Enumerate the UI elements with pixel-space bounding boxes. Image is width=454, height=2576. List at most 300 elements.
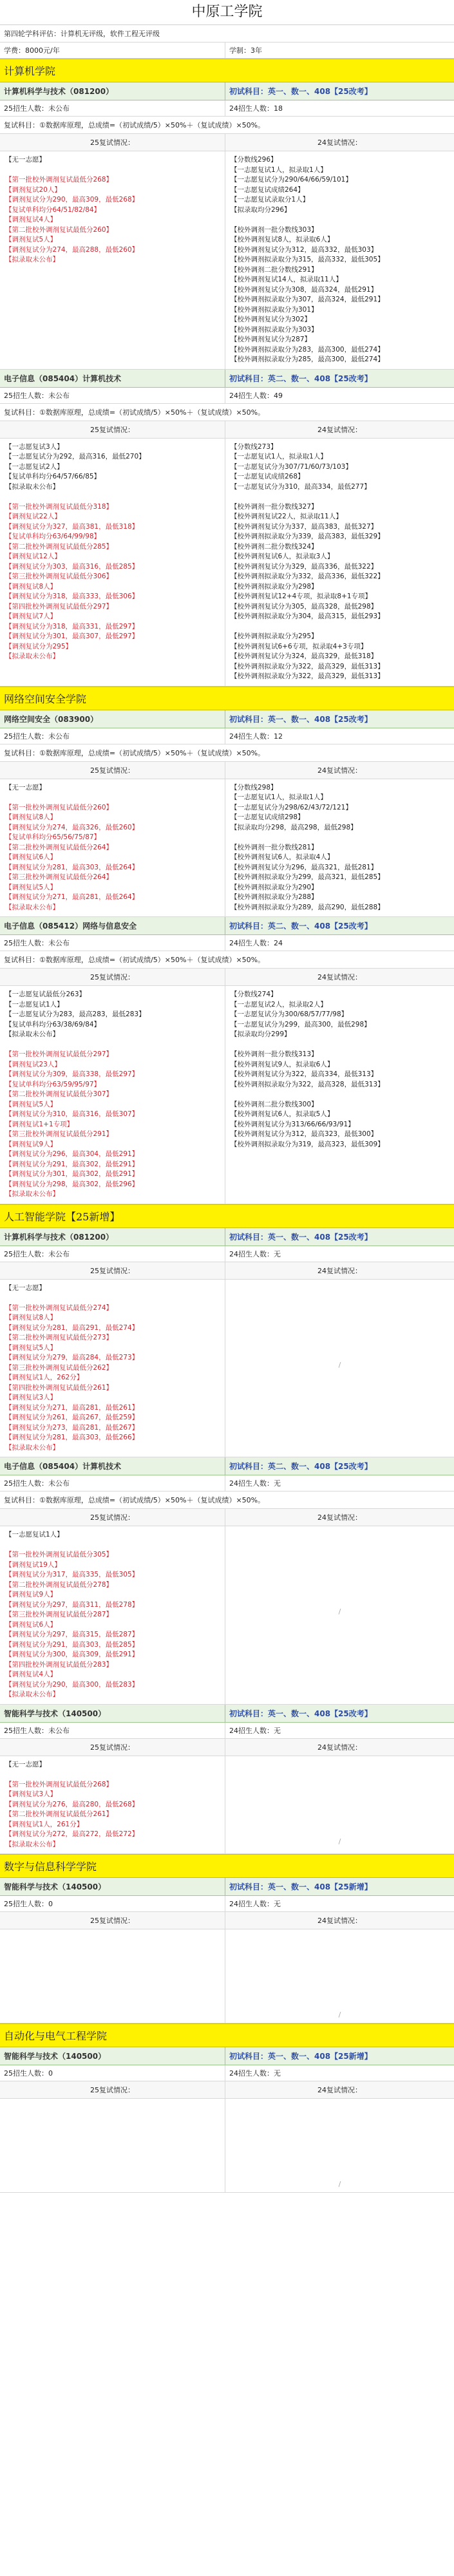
detail-line: 【调剂复试5人】	[5, 883, 57, 891]
major-name: 电子信息（085404）计算机技术	[0, 370, 225, 387]
retest-header-25: 25复试情况：	[0, 969, 225, 985]
major-subjects: 初试科目：英一、数一、408【25改考】	[229, 1709, 372, 1718]
plan-25: 25招生人数：未公布	[0, 1246, 225, 1262]
detail-line: 【第二批校外调剂复试最低分261】	[5, 1810, 113, 1818]
detail-line: 【复试单科均分63/59/95/97】	[5, 1080, 101, 1088]
detail-line: 【校外调剂拟录取分为283，最高300，最低274】	[231, 345, 384, 354]
retest-header	[0, 1509, 454, 1526]
major-subjects: 初试科目：英二、数一、408【25改考】	[229, 374, 372, 383]
detail-line: 【校外调剂二批分数线324】	[231, 542, 318, 551]
retest-header-24: 24复试情况：	[317, 138, 362, 147]
retest-header-25: 25复试情况：	[0, 2081, 225, 2098]
detail-line: 【调剂复试分为300，最高309，最低291】	[5, 1651, 139, 1658]
retest-header-25: 25复试情况：	[0, 1912, 225, 1929]
retest-details	[0, 1756, 454, 1855]
plan-25: 25招生人数：未公布	[0, 388, 225, 403]
detail-line: 【调剂复试分为281，最高303，最低264】	[5, 863, 139, 871]
major-name: 电子信息（085412）网络与信息安全	[0, 917, 225, 934]
empty-marker: /	[338, 1837, 341, 1846]
plan-25: 25招生人数：未公布	[0, 1723, 225, 1738]
school-heading: 人工智能学院【25新增】	[0, 1204, 454, 1228]
retest-25-list	[0, 151, 225, 369]
school-heading: 自动化与电气工程学院	[0, 2023, 454, 2047]
detail-line: 【校外调剂拟录取分为322，最高328，最低313】	[231, 1080, 384, 1088]
detail-line	[5, 793, 220, 803]
detail-line: 【校外调剂复试分为312，最高323，最低300】	[231, 1130, 378, 1138]
detail-line: 【调剂复试6人】	[5, 1620, 57, 1629]
detail-line	[231, 215, 449, 225]
major-header	[0, 2047, 454, 2065]
detail-line: 【第二批校外调剂复试最低分273】	[5, 1334, 113, 1341]
plan-24: 24招生人数：49	[229, 391, 283, 400]
detail-line: 【调剂复试分为318，最高333，最低306】	[5, 592, 139, 600]
detail-line: 【调剂复试6人】	[5, 853, 57, 861]
retest-details	[0, 986, 454, 1204]
detail-line: 【第二批校外调剂复试最低分278】	[5, 1580, 113, 1589]
detail-line: 【校外调剂拟录取分为339，最高383，最低329】	[231, 533, 384, 540]
empty-marker: /	[338, 1360, 341, 1369]
detail-line: 【调剂复试分为327，最高381，最低318】	[5, 522, 139, 531]
detail-line: 【第一批校外调剂复试最低分305】	[5, 1551, 113, 1558]
detail-line: 【校外调剂拟录取分为299，最高321，最低285】	[231, 873, 384, 881]
detail-line: 【调剂复试分为303，最高316，最低285】	[5, 562, 139, 571]
detail-line: 【分数线298】	[231, 783, 278, 791]
detail-line: 【无一志愿】	[5, 1283, 46, 1292]
retest-24-list	[225, 2099, 454, 2192]
detail-line: 【调剂复试分为281，最高291，最低274】	[5, 1323, 139, 1332]
retest-header-25: 25复试情况：	[0, 1262, 225, 1279]
detail-line: 【调剂复试4人】	[5, 216, 57, 223]
plan-25: 25招生人数：0	[0, 2065, 225, 2081]
school-heading: 计算机学院	[0, 59, 454, 82]
detail-line: 【分数线274】	[231, 990, 278, 998]
detail-line: 【校外调剂拟录取分为307，最高324，最低291】	[231, 296, 384, 303]
schools-container	[0, 59, 454, 2193]
retest-header-25: 25复试情况：	[0, 421, 225, 438]
detail-line	[5, 1540, 220, 1551]
plan-24: 24招生人数：无	[229, 1249, 281, 1258]
detail-line: 【调剂复试分为318，最高331，最低297】	[5, 622, 139, 630]
major-subjects: 初试科目：英二、数一、408【25改考】	[229, 1462, 372, 1471]
detail-line: 【调剂复试3人】	[5, 1394, 57, 1401]
retest-header	[0, 134, 454, 151]
retest-header-24: 24复试情况：	[317, 1743, 362, 1752]
detail-line: 【无一志愿】	[5, 783, 46, 791]
plan-24: 24招生人数：无	[229, 1726, 281, 1735]
retest-24-list	[225, 986, 454, 1204]
major-header	[0, 370, 454, 388]
plan-row	[0, 728, 454, 744]
detail-line: 【复试单科均分63/38/69/84】	[5, 1020, 101, 1028]
major-header	[0, 917, 454, 935]
plan-24: 24招生人数：12	[229, 732, 283, 741]
retest-header	[0, 1912, 454, 1929]
major-name: 智能科学与技术（140500）	[0, 2047, 225, 2065]
retest-header-24: 24复试情况：	[317, 973, 362, 981]
detail-line: 【校外调剂拟录取分为285，最高300，最低274】	[231, 355, 384, 363]
detail-line: 【拟录取未公布】	[5, 256, 59, 263]
retest-24-list	[225, 1280, 454, 1457]
retest-24-list	[225, 779, 454, 917]
retest-24-list	[225, 151, 454, 369]
detail-line: 【校外调剂拟录取分为322，最高329，最低313】	[231, 662, 384, 670]
detail-line: 【一志愿复试2人，拟录取2人】	[231, 1000, 327, 1009]
detail-line: 【拟录取均分299】	[231, 1030, 291, 1038]
detail-line: 【校外调剂复试分为313/66/66/93/91】	[231, 1120, 355, 1128]
detail-line: 【第一批校外调剂复试最低分318】	[5, 502, 113, 511]
retest-details	[0, 1526, 454, 1705]
detail-line: 【校外调剂拟录取分为322，最高329，最低313】	[231, 672, 384, 680]
retest-header-24: 24复试情况：	[317, 1266, 362, 1275]
detail-line: 【调剂复试8人】	[5, 1314, 57, 1321]
retest-header-24: 24复试情况：	[317, 766, 362, 775]
plan-24: 24招生人数：无	[229, 1479, 281, 1488]
detail-line: 【调剂复试分为301，最高302，最低291】	[5, 1170, 139, 1178]
retest-formula: 复试科目：①数据库原理，总成绩=（初试成绩/5）×50%＋（复试成绩）×50%。	[0, 117, 454, 134]
empty-space	[5, 2103, 220, 2112]
detail-line: 【第二批校外调剂复试最低分307】	[5, 1090, 113, 1098]
detail-line: 【校外调剂一批分数线303】	[231, 225, 318, 234]
detail-line: 【调剂复试分为291，最高302，最低291】	[5, 1160, 139, 1168]
detail-line: 【一志愿复试1人】	[5, 1531, 64, 1539]
detail-line: 【校外调剂复试分为324，最高329，最低318】	[231, 652, 378, 660]
detail-line: 【调剂复试分为272，最高272，最低272】	[5, 1830, 139, 1838]
detail-line: 【拟录取未公布】	[5, 1030, 59, 1038]
detail-line: 【一志愿复试1人，拟录取1人】	[231, 453, 327, 460]
detail-line: 【一志愿复试分为298/62/43/72/121】	[231, 803, 352, 811]
detail-line: 【校外调剂拟录取分为298】	[231, 582, 318, 591]
retest-formula: 复试科目：①数据库原理，总成绩=（初试成绩/5）×50%＋（复试成绩）×50%。	[0, 1492, 454, 1509]
retest-25-list	[0, 1280, 225, 1457]
detail-line: 【调剂复试分为296，最高304，最低291】	[5, 1150, 139, 1158]
major-header	[0, 1878, 454, 1896]
major-subjects: 初试科目：英一、数一、408【25新增】	[229, 1882, 372, 1891]
retest-header	[0, 1739, 454, 1756]
major-subjects: 初试科目：英二、数一、408【25改考】	[229, 922, 372, 931]
detail-line: 【调剂复试分为279，最高284，最低273】	[5, 1354, 139, 1361]
detail-line: 【调剂复试22人】	[5, 513, 61, 520]
retest-24-list	[225, 1756, 454, 1854]
detail-line: 【一志愿复试2人】	[5, 462, 64, 471]
detail-line: 【校外调剂复试6人，拟录取3人】	[231, 553, 334, 560]
retest-header-24: 24复试情况：	[317, 425, 362, 434]
detail-line: 【调剂复试1人，261分】	[5, 1820, 84, 1828]
detail-line	[5, 1293, 220, 1303]
detail-line: 【一志愿复试1人】	[5, 1000, 64, 1009]
detail-line: 【无一志愿】	[5, 1760, 46, 1768]
detail-line: 【校外调剂复试14人，拟录取11人】	[231, 276, 343, 283]
plan-25: 25招生人数：0	[0, 1896, 225, 1911]
detail-line: 【校外调剂拟录取分为332，最高336，最低322】	[231, 573, 384, 580]
detail-line: 【调剂复试分为281，最高303，最低266】	[5, 1434, 139, 1441]
detail-line: 【调剂复试9人】	[5, 1140, 57, 1148]
retest-header-24: 24复试情况：	[317, 1513, 362, 1522]
page-title: 中原工学院	[0, 0, 454, 25]
retest-header-24: 24复试情况：	[317, 2086, 362, 2094]
retest-25-list	[0, 1526, 225, 1704]
detail-line	[5, 1040, 220, 1050]
detail-line: 【调剂复试分为274，最高326，最低260】	[5, 823, 139, 831]
retest-details	[0, 1929, 454, 2023]
detail-line: 【第一批校外调剂复试最低分274】	[5, 1303, 113, 1312]
detail-line: 【校外调剂复试8人，拟录取6人】	[231, 236, 334, 243]
detail-line: 【无一志愿】	[5, 156, 46, 164]
detail-line: 【一志愿复试分为300/68/57/77/98】	[231, 1010, 348, 1018]
major-header	[0, 710, 454, 728]
detail-line	[231, 1040, 449, 1050]
retest-details	[0, 151, 454, 370]
empty-marker: /	[338, 1607, 341, 1616]
retest-25-list	[0, 2099, 225, 2192]
detail-line: 【校外调剂拟录取分为304，最高315，最低293】	[231, 612, 384, 620]
detail-line: 【校外调剂复试分为312，最高332，最低303】	[231, 245, 378, 254]
detail-line: 【第四批校外调剂复试最低分297】	[5, 602, 113, 611]
detail-line	[231, 1090, 449, 1100]
detail-line: 【第一批校外调剂复试最低分268】	[5, 176, 113, 184]
detail-line: 【第一批校外调剂复试最低分268】	[5, 1780, 113, 1788]
tuition-row	[0, 43, 454, 59]
detail-line	[231, 833, 449, 843]
detail-line: 【拟录取未公布】	[5, 1840, 59, 1848]
retest-25-list	[0, 986, 225, 1204]
detail-line: 【分数线273】	[231, 442, 278, 451]
major-header	[0, 82, 454, 100]
retest-header	[0, 421, 454, 439]
detail-line: 【复试单科均分64/57/66/85】	[5, 473, 101, 480]
plan-25: 25招生人数：未公布	[0, 100, 225, 116]
detail-line: 【调剂复试分为291，最高303，最低285】	[5, 1640, 139, 1649]
detail-line: 【调剂复试分为276，最高280，最低268】	[5, 1800, 139, 1808]
detail-line: 【第一批校外调剂复试最低分260】	[5, 803, 113, 811]
school-heading: 数字与信息科学学院	[0, 1854, 454, 1878]
detail-line: 【调剂复试20人】	[5, 185, 61, 194]
detail-line: 【拟录取未公布】	[5, 1190, 59, 1198]
plan-row	[0, 935, 454, 951]
detail-line: 【调剂复试1+1专项】	[5, 1120, 74, 1128]
retest-details	[0, 2099, 454, 2193]
detail-line: 【一志愿复试1人，拟录取1人】	[231, 166, 327, 174]
plan-row	[0, 2065, 454, 2081]
detail-line: 【校外调剂复试分为329，最高336，最低322】	[231, 562, 378, 571]
retest-details	[0, 779, 454, 918]
detail-line: 【校外调剂复试分为302】	[231, 316, 312, 323]
major-name: 智能科学与技术（140500）	[0, 1705, 225, 1722]
retest-24-list	[225, 1526, 454, 1704]
detail-line: 【复试单科均分65/56/75/87】	[5, 833, 101, 841]
detail-line	[231, 492, 449, 502]
detail-line: 【一志愿复试成绩264】	[231, 185, 305, 194]
retest-details	[0, 439, 454, 687]
detail-line: 【校外调剂复试6人，拟录取5人】	[231, 1110, 334, 1118]
major-header	[0, 1457, 454, 1475]
retest-formula: 复试科目：①数据库原理，总成绩=（初试成绩/5）×50%＋（复试成绩）×50%。	[0, 951, 454, 969]
detail-line: 【校外调剂复试6人，拟录取4人】	[231, 853, 334, 861]
detail-line: 【调剂复试7人】	[5, 612, 57, 620]
detail-line: 【第三批校外调剂复试最低分291】	[5, 1130, 113, 1138]
plan-row	[0, 1723, 454, 1739]
detail-line	[5, 492, 220, 502]
detail-line: 【分数线296】	[231, 156, 278, 164]
detail-line: 【一志愿复试分为307/71/60/73/103】	[231, 462, 352, 471]
detail-line: 【第二批校外调剂复试最低分285】	[5, 542, 113, 551]
detail-line: 【第四批校外调剂复试最低分283】	[5, 1660, 113, 1669]
detail-line: 【一志愿复试分为290/64/66/59/101】	[231, 176, 352, 184]
major-header	[0, 1228, 454, 1246]
major-name: 电子信息（085404）计算机技术	[0, 1457, 225, 1475]
detail-line: 【调剂复试4人】	[5, 1671, 57, 1678]
detail-line: 【一志愿复试分为299，最高300，最低298】	[231, 1020, 371, 1028]
detail-line: 【一志愿复试录取分1人】	[231, 196, 310, 204]
detail-line: 【调剂复试分为295】	[5, 642, 73, 650]
retest-header	[0, 1262, 454, 1280]
detail-line: 【校外调剂复试分为296，最高321，最低281】	[231, 863, 378, 871]
retest-formula: 复试科目：①数据库原理，总成绩=（初试成绩/5）×50%＋（复试成绩）×50%。	[0, 744, 454, 762]
detail-line: 【一志愿复试1人，拟录取1人】	[231, 793, 327, 801]
plan-row	[0, 1896, 454, 1912]
detail-line: 【第三批校外调剂复试最低分306】	[5, 573, 113, 580]
detail-line: 【校外调剂拟录取分为290】	[231, 883, 318, 891]
retest-24-list	[225, 1929, 454, 2023]
detail-line: 【一志愿复试成绩298】	[231, 813, 305, 821]
plan-24: 24招生人数：无	[229, 1900, 281, 1908]
detail-line: 【第二批校外调剂复试最低分264】	[5, 843, 113, 851]
detail-line: 【调剂复试分为317，最高335，最低305】	[5, 1571, 139, 1578]
detail-line: 【校外调剂复试9人，拟录取6人】	[231, 1060, 334, 1068]
empty-marker: /	[338, 2011, 341, 2019]
empty-marker: /	[338, 2180, 341, 2188]
major-name: 网络空间安全（083900）	[0, 710, 225, 728]
detail-line: 【校外调剂复试22人，拟录取11人】	[231, 513, 343, 520]
duration-text: 学制：3年	[229, 46, 262, 55]
plan-row	[0, 100, 454, 117]
retest-24-list	[225, 439, 454, 686]
plan-24: 24招生人数：无	[229, 2069, 281, 2078]
detail-line: 【调剂复试分为273，最高281，最低267】	[5, 1423, 139, 1432]
detail-line: 【第三批校外调剂复试最低分287】	[5, 1611, 113, 1618]
plan-row	[0, 388, 454, 404]
major-subjects: 初试科目：英一、数一、408【25新增】	[229, 2052, 372, 2061]
detail-line: 【一志愿复试分为292，最高316，最低270】	[5, 453, 146, 460]
empty-space	[5, 1933, 220, 1942]
detail-line: 【调剂复试分为309，最高338，最低297】	[5, 1070, 139, 1078]
detail-line: 【校外调剂拟录取分为288】	[231, 893, 318, 901]
retest-header	[0, 969, 454, 986]
detail-line: 【校外调剂一批分数线281】	[231, 843, 318, 851]
detail-line: 【调剂复试9人】	[5, 1591, 57, 1598]
detail-line: 【调剂复试3人】	[5, 1790, 57, 1798]
detail-line: 【一志愿复试分为310，最高334，最低277】	[231, 482, 371, 491]
detail-line: 【校外调剂复试12+4专项，拟录取8+1专项】	[231, 592, 372, 600]
plan-24: 24招生人数：18	[229, 104, 283, 113]
detail-line: 【拟录取未公布】	[5, 1443, 59, 1452]
detail-line: 【复试单科均分63/64/99/98】	[5, 533, 101, 540]
detail-line: 【第四批校外调剂复试最低分261】	[5, 1383, 113, 1392]
detail-line	[5, 166, 220, 176]
detail-line: 【拟录取均分298，最高298，最低298】	[231, 823, 357, 831]
retest-header	[0, 762, 454, 779]
tuition-text: 学费：8000元/年	[0, 43, 225, 58]
major-name: 计算机科学与技术（081200）	[0, 1228, 225, 1245]
detail-line: 【调剂复试分为271，最高281，最低261】	[5, 1403, 139, 1412]
plan-24: 24招生人数：24	[229, 939, 283, 947]
detail-line: 【调剂复试分为301，最高307，最低297】	[5, 632, 139, 640]
detail-line: 【校外调剂拟录取分为315，最高332，最低305】	[231, 256, 384, 263]
detail-line: 【第二批校外调剂复试最低分260】	[5, 225, 113, 234]
detail-line: 【校外调剂复试分为337，最高383，最低327】	[231, 522, 378, 531]
retest-25-list	[0, 779, 225, 917]
detail-line: 【第三批校外调剂复试最低分264】	[5, 873, 113, 881]
detail-line: 【一志愿复试3人】	[5, 442, 64, 451]
detail-line: 【调剂复试分为290，最高300，最低283】	[5, 1680, 139, 1689]
major-name: 计算机科学与技术（081200）	[0, 82, 225, 100]
major-subjects: 初试科目：英一、数一、408【25改考】	[229, 1232, 372, 1242]
retest-25-list	[0, 1756, 225, 1854]
detail-line: 【调剂复试5人】	[5, 236, 57, 243]
detail-line: 【校外调剂拟录取分为295】	[231, 632, 318, 640]
detail-line	[5, 1770, 220, 1780]
detail-line: 【校外调剂复试分为305，最高328，最低298】	[231, 602, 378, 611]
detail-line: 【一志愿复试分为283，最高283，最低283】	[5, 1010, 146, 1018]
retest-25-list	[0, 1929, 225, 2023]
plan-25: 25招生人数：未公布	[0, 935, 225, 951]
review-note: 第四轮学科评估：计算机无评级，软件工程无评级	[0, 25, 454, 43]
plan-row	[0, 1475, 454, 1492]
detail-line: 【调剂复试12人】	[5, 553, 61, 560]
detail-line: 【调剂复试分为261，最高267，最低259】	[5, 1414, 139, 1421]
plan-25: 25招生人数：未公布	[0, 728, 225, 744]
major-header	[0, 1705, 454, 1723]
major-subjects: 初试科目：英一、数一、408【25改考】	[229, 87, 372, 96]
detail-line: 【校外调剂复试分为287】	[231, 336, 312, 343]
detail-line: 【调剂复试19人】	[5, 1560, 61, 1569]
retest-header-25: 25复试情况：	[0, 1739, 225, 1756]
detail-line: 【拟录取未公布】	[5, 903, 59, 911]
detail-line: 【调剂复试8人】	[5, 582, 57, 591]
detail-line: 【复试单科均分64/51/82/84】	[5, 205, 101, 214]
detail-line	[231, 622, 449, 632]
major-name: 智能科学与技术（140500）	[0, 1878, 225, 1895]
retest-header-25: 25复试情况：	[0, 134, 225, 151]
detail-line: 【调剂复试分为271，最高281，最低264】	[5, 893, 139, 901]
detail-line: 【调剂复试8人】	[5, 813, 57, 821]
detail-line: 【调剂复试23人】	[5, 1060, 61, 1068]
detail-line: 【调剂复试1人，262分】	[5, 1374, 84, 1381]
detail-line: 【一志愿复试最低分263】	[5, 990, 86, 998]
detail-line: 【校外调剂二批分数线300】	[231, 1100, 318, 1108]
detail-line: 【调剂复试5人】	[5, 1100, 57, 1108]
retest-formula: 复试科目：①数据库原理，总成绩=（初试成绩/5）×50%＋（复试成绩）×50%。	[0, 404, 454, 421]
detail-line: 【第一批校外调剂复试最低分297】	[5, 1050, 113, 1058]
detail-line: 【校外调剂拟录取分为319，最高323，最低309】	[231, 1140, 384, 1148]
detail-line: 【校外调剂拟录取分为289，最高290，最低288】	[231, 903, 384, 911]
retest-header	[0, 2081, 454, 2099]
detail-line: 【校外调剂拟录取分为303】	[231, 325, 318, 334]
detail-line: 【拟录取未公布】	[5, 652, 59, 660]
plan-25: 25招生人数：未公布	[0, 1475, 225, 1491]
retest-header-24: 24复试情况：	[317, 1917, 362, 1925]
retest-header-25: 25复试情况：	[0, 1509, 225, 1526]
detail-line: 【第三批校外调剂复试最低分262】	[5, 1363, 113, 1372]
detail-line: 【校外调剂二批分数线291】	[231, 265, 318, 274]
plan-row	[0, 1246, 454, 1262]
detail-line: 【调剂复试分为310，最高316，最低307】	[5, 1110, 139, 1118]
detail-line: 【校外调剂复试6+6专项，拟录取4+3专项】	[231, 642, 368, 650]
detail-line: 【调剂复试分为274，最高288，最低260】	[5, 245, 139, 254]
detail-line: 【校外调剂一批分数线327】	[231, 502, 318, 511]
detail-line: 【调剂复试5人】	[5, 1343, 57, 1352]
detail-line: 【一志愿复试成绩268】	[231, 473, 305, 480]
detail-line: 【校外调剂拟录取分为301】	[231, 305, 318, 314]
